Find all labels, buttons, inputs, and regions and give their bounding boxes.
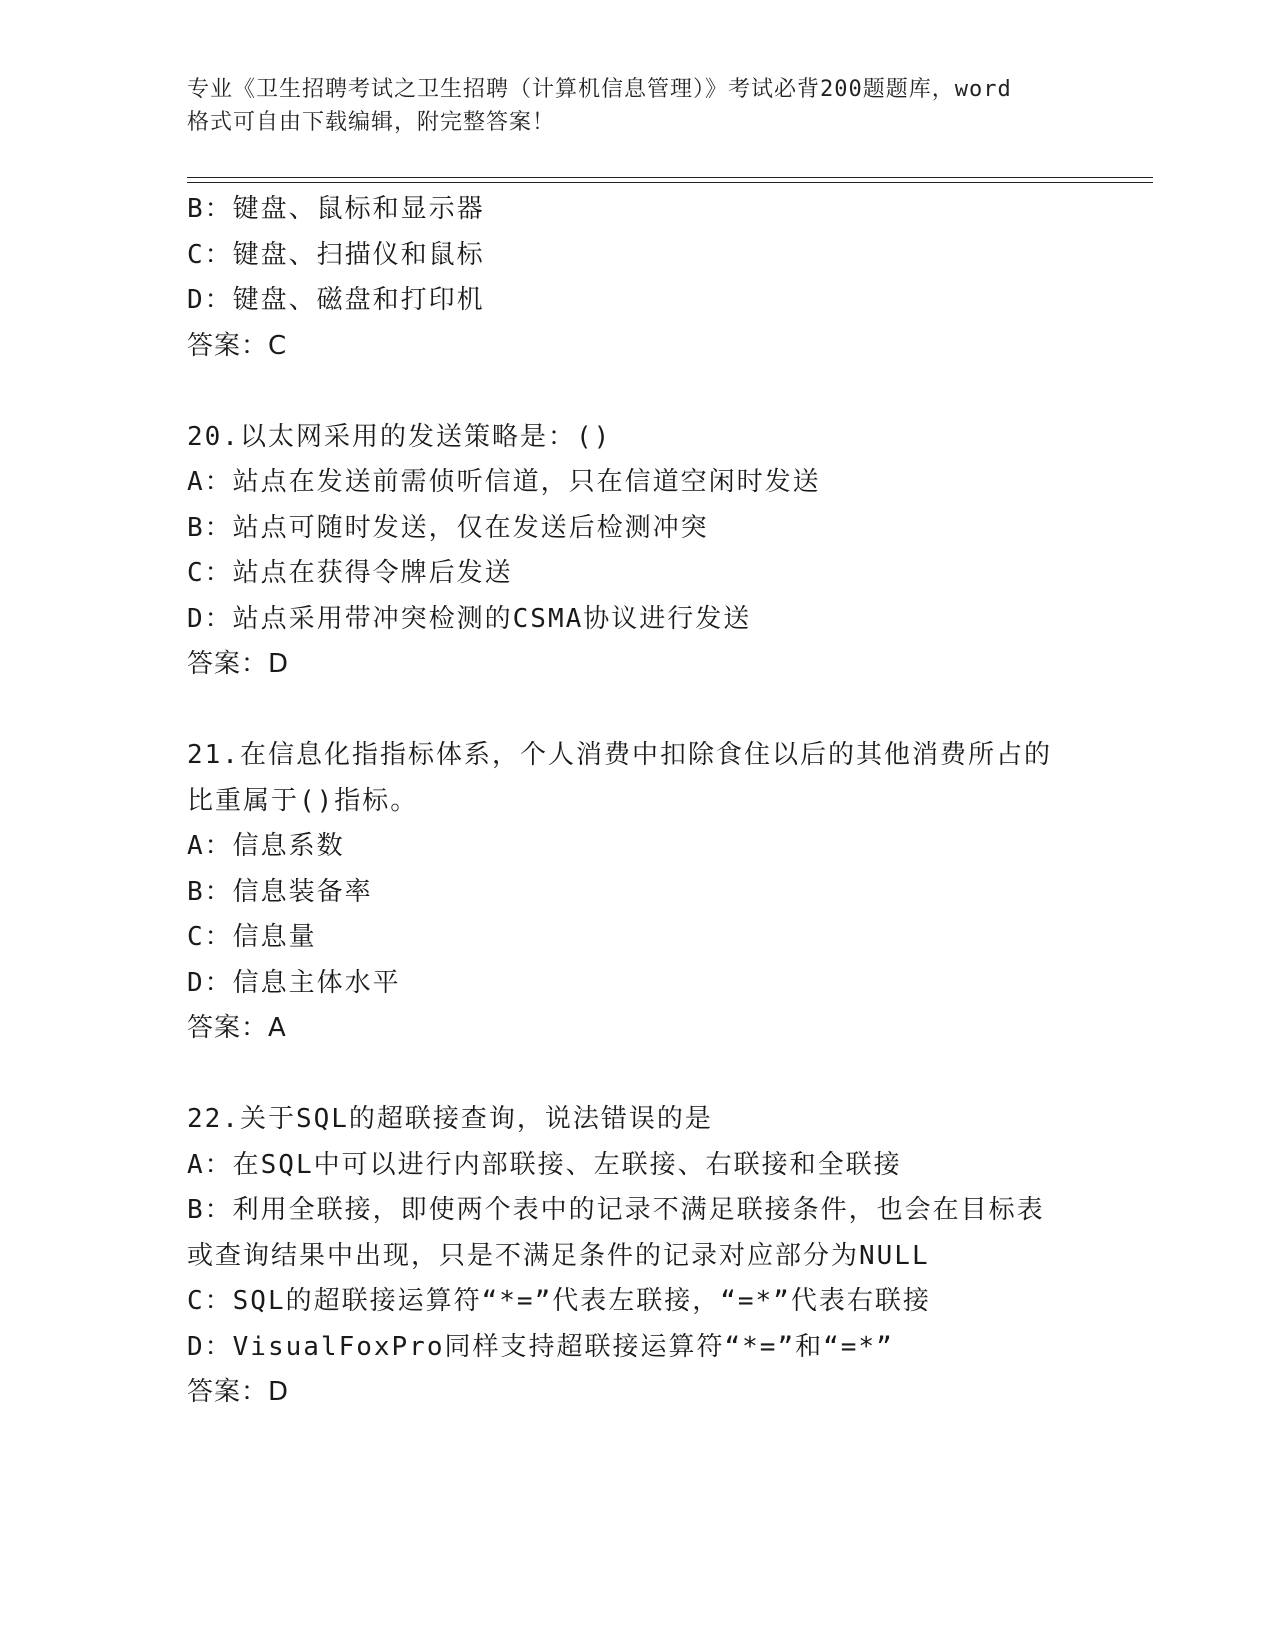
answer: 答案：C	[187, 330, 288, 361]
question-19-tail	[187, 187, 1087, 369]
option-c: C：信息量	[187, 922, 317, 952]
spacer	[187, 369, 1087, 415]
option-d: D：键盘、磁盘和打印机	[187, 285, 485, 315]
question-20	[187, 415, 1087, 688]
question-stem-continued: 比重属于()指标。	[187, 785, 419, 816]
header-line-2: 格式可自由下载编辑，附完整答案！	[187, 110, 556, 135]
option-b-continued: 或查询结果中出现，只是不满足条件的记录对应部分为NULL	[187, 1240, 930, 1271]
spacer	[187, 1052, 1087, 1098]
answer: 答案：A	[187, 1013, 287, 1043]
option-d: D：VisualFoxPro同样支持超联接运算符“*=”和“=*”	[187, 1331, 894, 1362]
header-line-1: 专业《卫生招聘考试之卫生招聘（计算机信息管理）》考试必背200题题库，word	[187, 77, 1012, 102]
option-b: B：站点可随时发送，仅在发送后检测冲突	[187, 512, 709, 543]
document-header	[187, 73, 1087, 139]
answer: 答案：D	[187, 649, 290, 679]
option-d: D：站点采用带冲突检测的CSMA协议进行发送	[187, 603, 752, 634]
option-c: C：键盘、扫描仪和鼠标	[187, 239, 485, 270]
option-b: B：利用全联接，即使两个表中的记录不满足联接条件，也会在目标表	[187, 1195, 1045, 1225]
header-divider-top	[187, 177, 1153, 178]
option-d: D：信息主体水平	[187, 967, 401, 998]
question-stem: 20.以太网采用的发送策略是：()	[187, 421, 612, 452]
option-a: A：站点在发送前需侦听信道，只在信道空闲时发送	[187, 467, 821, 497]
option-a: A：在SQL中可以进行内部联接、左联接、右联接和全联接	[187, 1149, 902, 1180]
option-b: B：键盘、鼠标和显示器	[187, 194, 485, 224]
header-divider-bottom	[187, 182, 1153, 183]
option-a: A：信息系数	[187, 831, 345, 861]
spacer	[187, 688, 1087, 734]
answer: 答案：D	[187, 1377, 290, 1407]
option-c: C：SQL的超联接运算符“*=”代表左联接，“=*”代表右联接	[187, 1286, 931, 1316]
question-stem: 22.关于SQL的超联接查询，说法错误的是	[187, 1104, 713, 1134]
question-list	[187, 187, 1087, 1416]
option-c: C：站点在获得令牌后发送	[187, 558, 513, 588]
question-21	[187, 733, 1087, 1052]
question-22	[187, 1097, 1087, 1416]
question-stem: 21.在信息化指指标体系，个人消费中扣除食住以后的其他消费所占的	[187, 740, 1052, 770]
option-b: B：信息装备率	[187, 876, 373, 907]
